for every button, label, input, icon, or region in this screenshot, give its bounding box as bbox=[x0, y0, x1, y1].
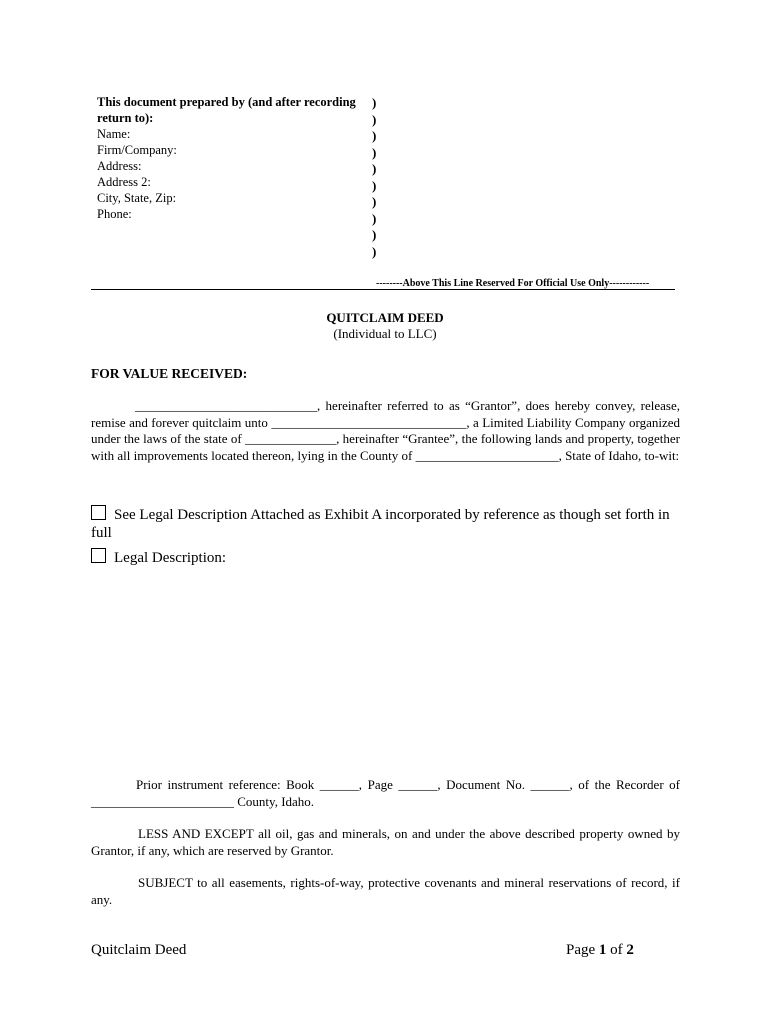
footer-page-total: 2 bbox=[626, 942, 634, 958]
document-subtitle: (Individual to LLC) bbox=[333, 326, 437, 341]
footer-page-number: 1 bbox=[598, 942, 607, 958]
preparer-block bbox=[97, 94, 367, 222]
less-except-paragraph: LESS AND EXCEPT all oil, gas and minerals, on and under the above described property owned by Grantor, if any, which are reserved by Grantor. bbox=[91, 826, 680, 858]
subject-to-paragraph: SUBJECT to all easements, rights-of-way, protective covenants and mineral reservations of record, if any. bbox=[91, 875, 680, 907]
footer-page-indicator bbox=[566, 942, 634, 959]
preparer-name-label: Name: bbox=[97, 127, 131, 141]
prior-instrument-paragraph: Prior instrument reference: Book ______, Page ______, Document No. ______, of the Recorder of ______________________ County, Idaho. bbox=[91, 777, 680, 809]
preparer-address-label: Address: bbox=[97, 159, 142, 173]
preparer-phone-label: Phone: bbox=[97, 207, 132, 221]
preparer-firm-label: Firm/Company: bbox=[97, 143, 177, 157]
exhibit-checkbox[interactable] bbox=[91, 505, 106, 520]
preparer-address2-label: Address 2: bbox=[97, 175, 151, 189]
exhibit-option-label: See Legal Description Attached as Exhibit A incorporated by reference as though set forth in full bbox=[91, 507, 670, 541]
footer-of-label: of bbox=[610, 942, 623, 958]
bracket-column: ) ) ) ) ) ) ) ) ) ) bbox=[372, 95, 377, 259]
footer-document-name: Quitclaim Deed bbox=[91, 942, 187, 958]
legal-description-label: Legal Description: bbox=[114, 550, 227, 566]
grant-paragraph: ____________________________, hereinafter referred to as “Grantor”, does hereby convey, release, remise and forever quitclaim unto ______________________________, a Limited Liability Company organized under the laws of the state of ______________, hereinafter “Grantee”, the following lands and property, together with all improvements located thereon, lying in the County of ______________________, State of Idaho, to-wit: bbox=[91, 398, 680, 463]
preparer-heading: This document prepared by (and after recording return to): bbox=[97, 95, 356, 125]
reserved-rule bbox=[91, 289, 675, 290]
legal-description-option[interactable] bbox=[91, 548, 681, 567]
document-title: QUITCLAIM DEED bbox=[326, 310, 444, 325]
exhibit-option[interactable] bbox=[91, 505, 681, 542]
for-value-heading: FOR VALUE RECEIVED: bbox=[91, 366, 248, 381]
footer-page-label: Page bbox=[566, 942, 596, 958]
reserved-line-text: --------Above This Line Reserved For Official Use Only------------ bbox=[376, 278, 650, 289]
preparer-city-label: City, State, Zip: bbox=[97, 191, 177, 205]
legal-description-checkbox[interactable] bbox=[91, 548, 106, 563]
